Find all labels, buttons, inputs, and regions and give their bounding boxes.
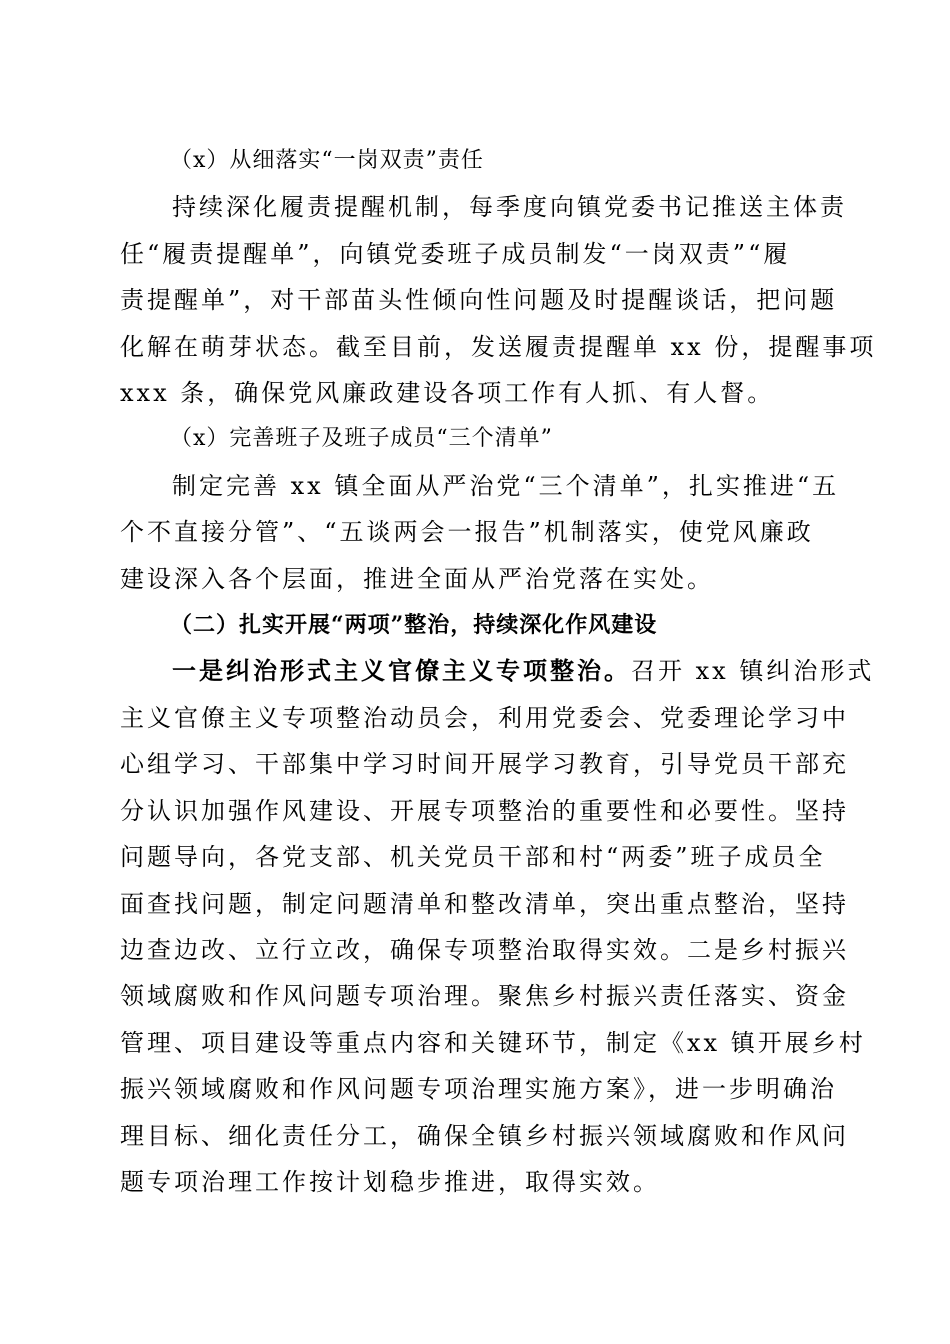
paragraph-line: 面查找问题，制定问题清单和整改清单，突出重点整治，坚持 <box>120 889 849 918</box>
paragraph-line: 心组学习、干部集中学习时间开展学习教育，引导党员干部充 <box>120 750 849 779</box>
paragraph-lead-phrase: 一是纠治形式主义官僚主义专项整治。 <box>172 656 631 686</box>
paragraph-line: 化解在萌芽状态。截至目前，发送履责提醒单 xx 份，提醒事项 <box>120 332 877 361</box>
paragraph-line: 分认识加强作风建设、开展专项整治的重要性和必要性。坚持 <box>120 796 849 825</box>
section-heading-two-rectifications: （二）扎实开展“两项”整治，持续深化作风建设 <box>170 612 658 639</box>
paragraph-line <box>120 648 875 694</box>
paragraph-line: 个不直接分管”、“五谈两会一报告”机制落实，使党风廉政 <box>120 518 814 547</box>
paragraph-line-text: 召开 xx 镇纠治形式 <box>631 657 875 686</box>
paragraph-line: 理目标、细化责任分工，确保全镇乡村振兴领域腐败和作风问 <box>120 1121 849 1150</box>
subsection-heading-three-lists: （x）完善班子及班子成员“三个清单” <box>170 426 553 452</box>
paragraph-line: 责提醒单”，对干部苗头性倾向性问题及时提醒谈话，把问题 <box>120 286 838 315</box>
paragraph-line: 任“履责提醒单”，向镇党委班子成员制发“一岗双责”“履 <box>120 239 791 268</box>
paragraph-line: 管理、项目建设等重点内容和关键环节，制定《xx 镇开展乡村 <box>120 1028 866 1057</box>
subsection-heading-one-post-two-duties: （x）从细落实“一岗双责”责任 <box>170 148 484 173</box>
paragraph-line: xxx 条，确保党风廉政建设各项工作有人抓、有人督。 <box>120 379 775 408</box>
paragraph-line: 领域腐败和作风问题专项治理。聚焦乡村振兴责任落实、资金 <box>120 982 849 1011</box>
paragraph-line: 问题导向，各党支部、机关党员干部和村“两委”班子成员全 <box>120 843 826 872</box>
paragraph-line: 题专项治理工作按计划稳步推进，取得实效。 <box>120 1167 660 1196</box>
paragraph-duty-reminder <box>120 184 877 416</box>
paragraph-line: 建设深入各个层面，推进全面从严治党落在实处。 <box>120 564 714 593</box>
paragraph-line: 制定完善 xx 镇全面从严治党“三个清单”，扎实推进“五 <box>172 471 840 500</box>
paragraph-line: 振兴领域腐败和作风问题专项治理实施方案》，进一步明确治 <box>120 1075 837 1104</box>
paragraph-rectification-campaigns <box>120 648 875 1205</box>
document-body <box>120 138 877 1205</box>
paragraph-line: 持续深化履责提醒机制，每季度向镇党委书记推送主体责 <box>172 193 847 222</box>
paragraph-line: 边查边改、立行立改，确保专项整治取得实效。二是乡村振兴 <box>120 935 849 964</box>
paragraph-line: 主义官僚主义专项整治动员会，利用党委会、党委理论学习中 <box>120 703 849 732</box>
paragraph-three-lists <box>120 463 840 602</box>
